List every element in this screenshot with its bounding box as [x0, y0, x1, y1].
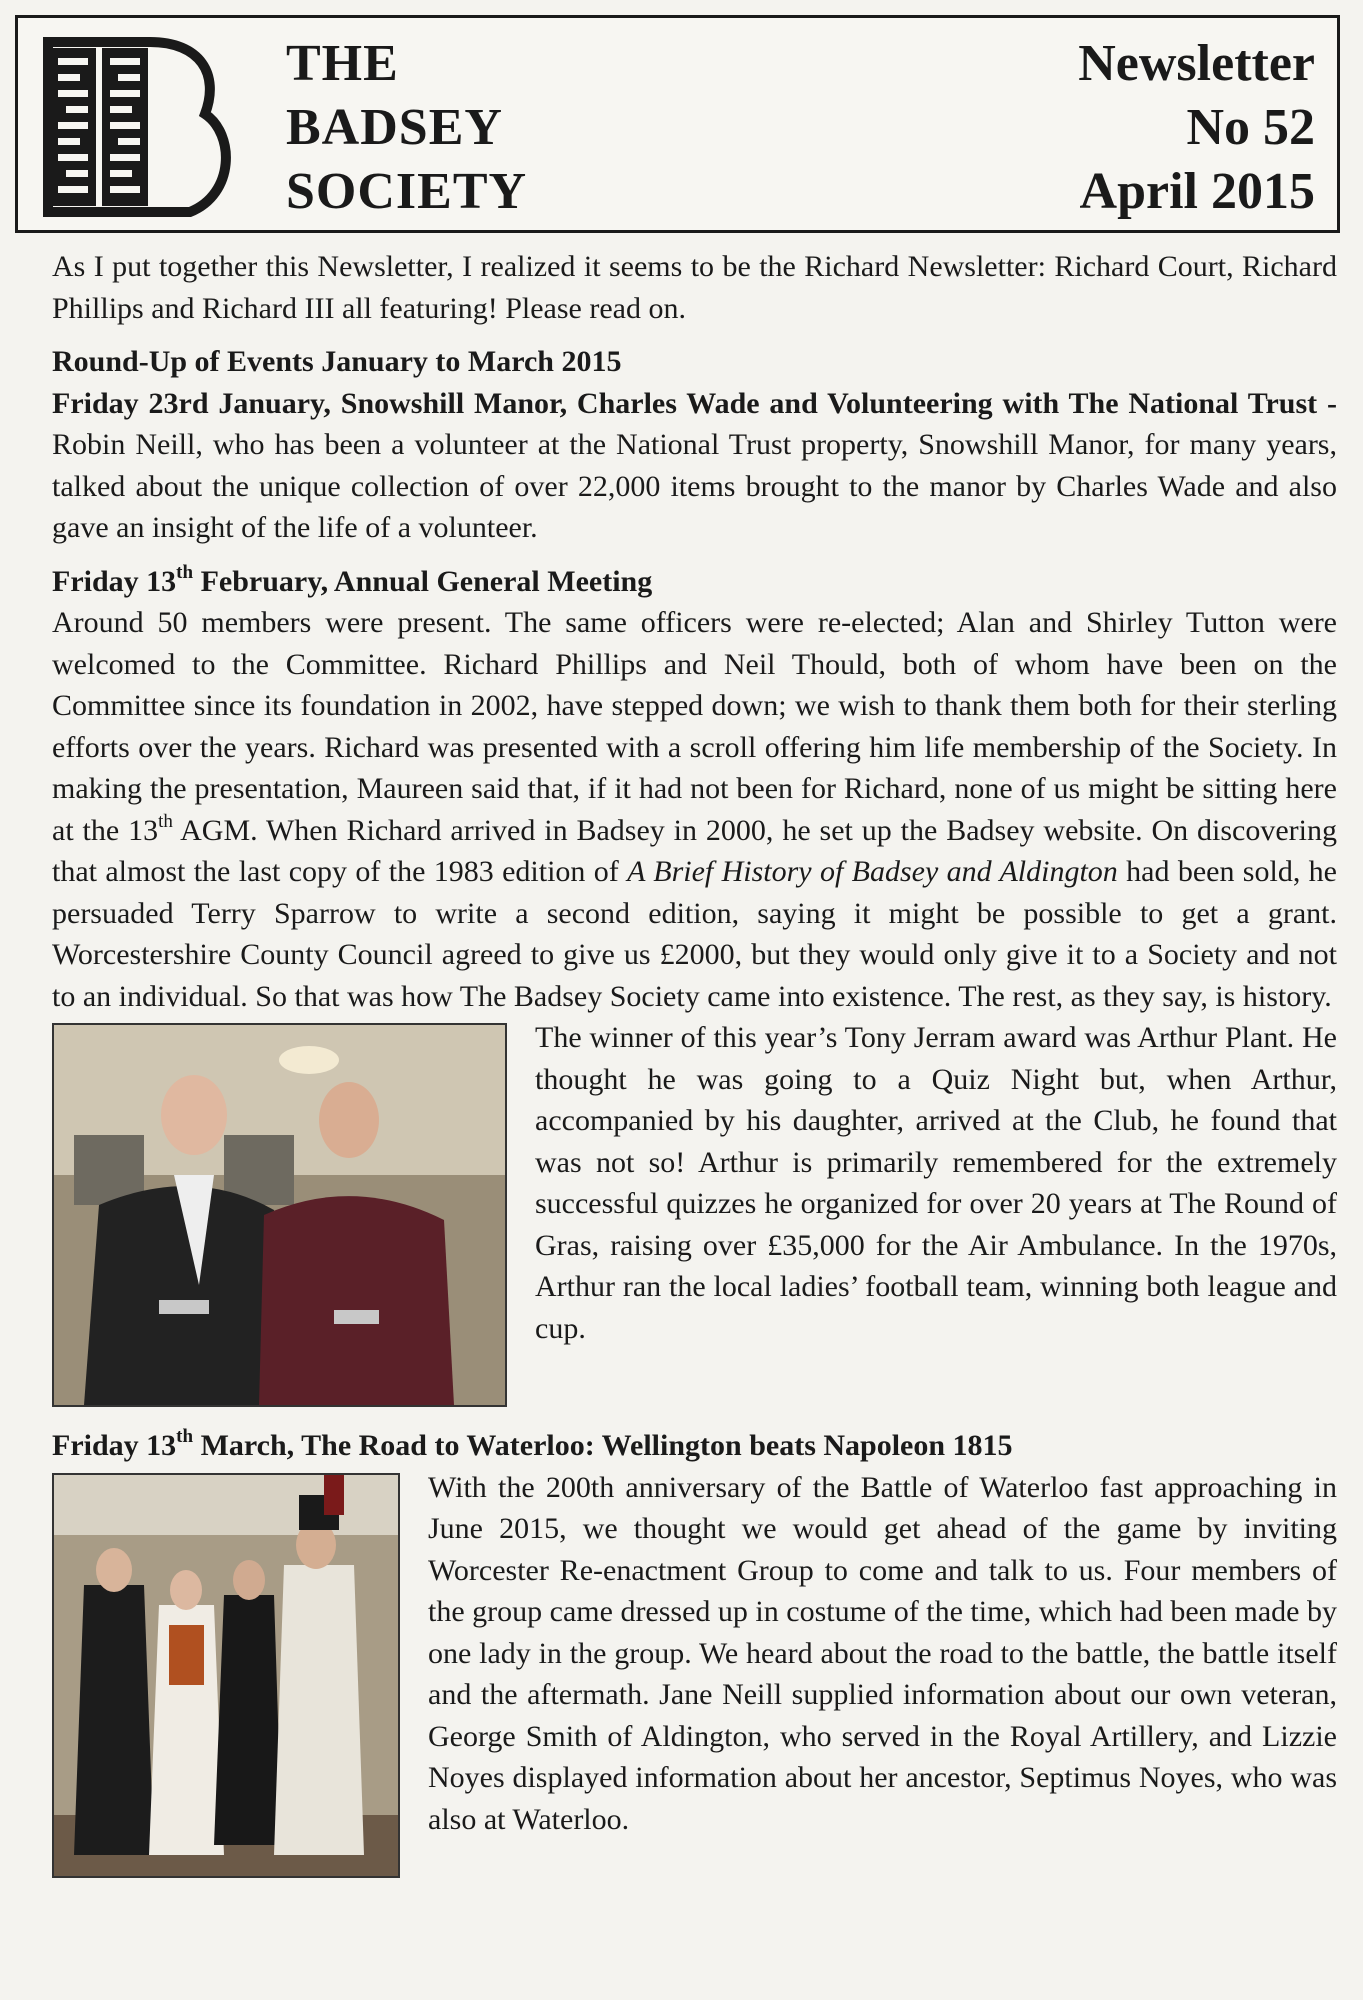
issue-number: No 52: [1186, 99, 1315, 156]
event3-heading-day: Friday 13: [52, 1429, 177, 1462]
event2-body-c: had been sold, he persuaded Terry Sparrow to write a second edition, saying it might be possible to get a grant. Worcestershire County Council agreed to give us £2000, but they would only give it to a Society and not to an individual. So that was how The Badsey Society came into existence. The rest, as they say, is history.: [52, 855, 1337, 1013]
event2-heading-day: Friday 13: [52, 564, 177, 598]
event2-ordinal: th: [158, 810, 173, 832]
event3-heading: [52, 1425, 1337, 1467]
roundup-heading: Round-Up of Events January to March 2015: [52, 345, 622, 378]
intro-paragraph: [52, 246, 1337, 329]
masthead: [15, 15, 1340, 233]
event1-paragraph: [52, 383, 1337, 549]
society-title: [286, 32, 527, 224]
event3-heading-title: March, The Road to Waterloo: Wellington beats Napoleon 1815: [193, 1429, 1013, 1462]
book-title: A Brief History of Badsey and Aldington: [627, 855, 1118, 888]
event1-heading: Friday 23rd January, Snowshill Manor, Charles Wade and Volunteering with The National Trust -: [52, 386, 1337, 420]
title-line-1: THE: [286, 35, 399, 92]
title-line-2: BADSEY: [286, 99, 503, 156]
intro-line-1: As I put together this Newsletter, I realized it seems to be the Richard Newsletter:: [52, 250, 1046, 283]
award-photo: [52, 1023, 507, 1407]
event3-paragraph: With the 200th anniversary of the Battle of Waterloo fast approaching in June 2015, we thought we would get ahead of the game by inviting Worcester Re-enactment Group to come and talk to us. Four members of the group came dressed up in costume of the time, which had been made by one lady in the group. We heard about the road to the battle, the battle itself and the aftermath. Jane Neill supplied information about our own veteran, George Smith of Aldington, who served in the Royal Artillery, and Lizzie Noyes displayed information about her ancestor, Septimus Noyes, who was also at Waterloo.: [428, 1470, 1337, 1836]
event2-body-b: AGM. When Richard arrived in Badsey in 2000, he set up the Badsey website. On discovering that almost the last copy of the 1983 edition of: [52, 813, 1337, 888]
newsletter-body: [52, 246, 1337, 1878]
title-line-3: SOCIETY: [286, 163, 528, 220]
event1-body: Robin Neill, who has been a volunteer at the National Trust property, Snowshill Manor, for many years, talked about the unique collection of over 22,000 items brought to the manor by Charles Wade and also gave an insight of the life of a volunteer.: [52, 428, 1337, 544]
reenactment-photo: [52, 1473, 400, 1878]
issue-date: April 2015: [1079, 163, 1315, 220]
award-paragraph: The winner of this year’s Tony Jerram award was Arthur Plant. He thought he was going to a Quiz Night but, when Arthur, accompanied by his daughter, arrived at the Club, he found that was not so! Arthur is primarily remembered for the extremely successful quizzes he organized for over 20 years at The Round of Gras, raising over £35,000 for the Air Ambulance. In the 1970s, Arthur ran the local ladies’ football team, winning both league and cup.: [535, 1021, 1337, 1345]
event3-heading-ordinal: th: [176, 1426, 194, 1447]
event2-body-a: Around 50 members were present. The same officers were re-elected; Alan and Shirley Tutton were welcomed to the Committee. Richard Phillips and Neil Thould, both of whom have been on the Committee since its foundation in 2002, have stepped down; we wish to thank them both for their sterling efforts over the years. Richard was presented with a scroll offering him life membership of the Society. In making the presentation, Maureen said that, if it had not been for Richard, none of us might be sitting here at the 13: [52, 606, 1337, 847]
event2-heading: [52, 561, 1337, 603]
issue-info: [1078, 32, 1315, 224]
event2-heading-title: February, Annual General Meeting: [193, 564, 653, 598]
event2-heading-ordinal: th: [176, 561, 194, 583]
society-logo: [40, 34, 240, 220]
event2-paragraph: [52, 602, 1337, 1017]
intro-line-2: Richard Court, Richard Phillips and Richard III all featuring! Please read on.: [52, 250, 1337, 325]
newsletter-label: Newsletter: [1078, 35, 1315, 92]
